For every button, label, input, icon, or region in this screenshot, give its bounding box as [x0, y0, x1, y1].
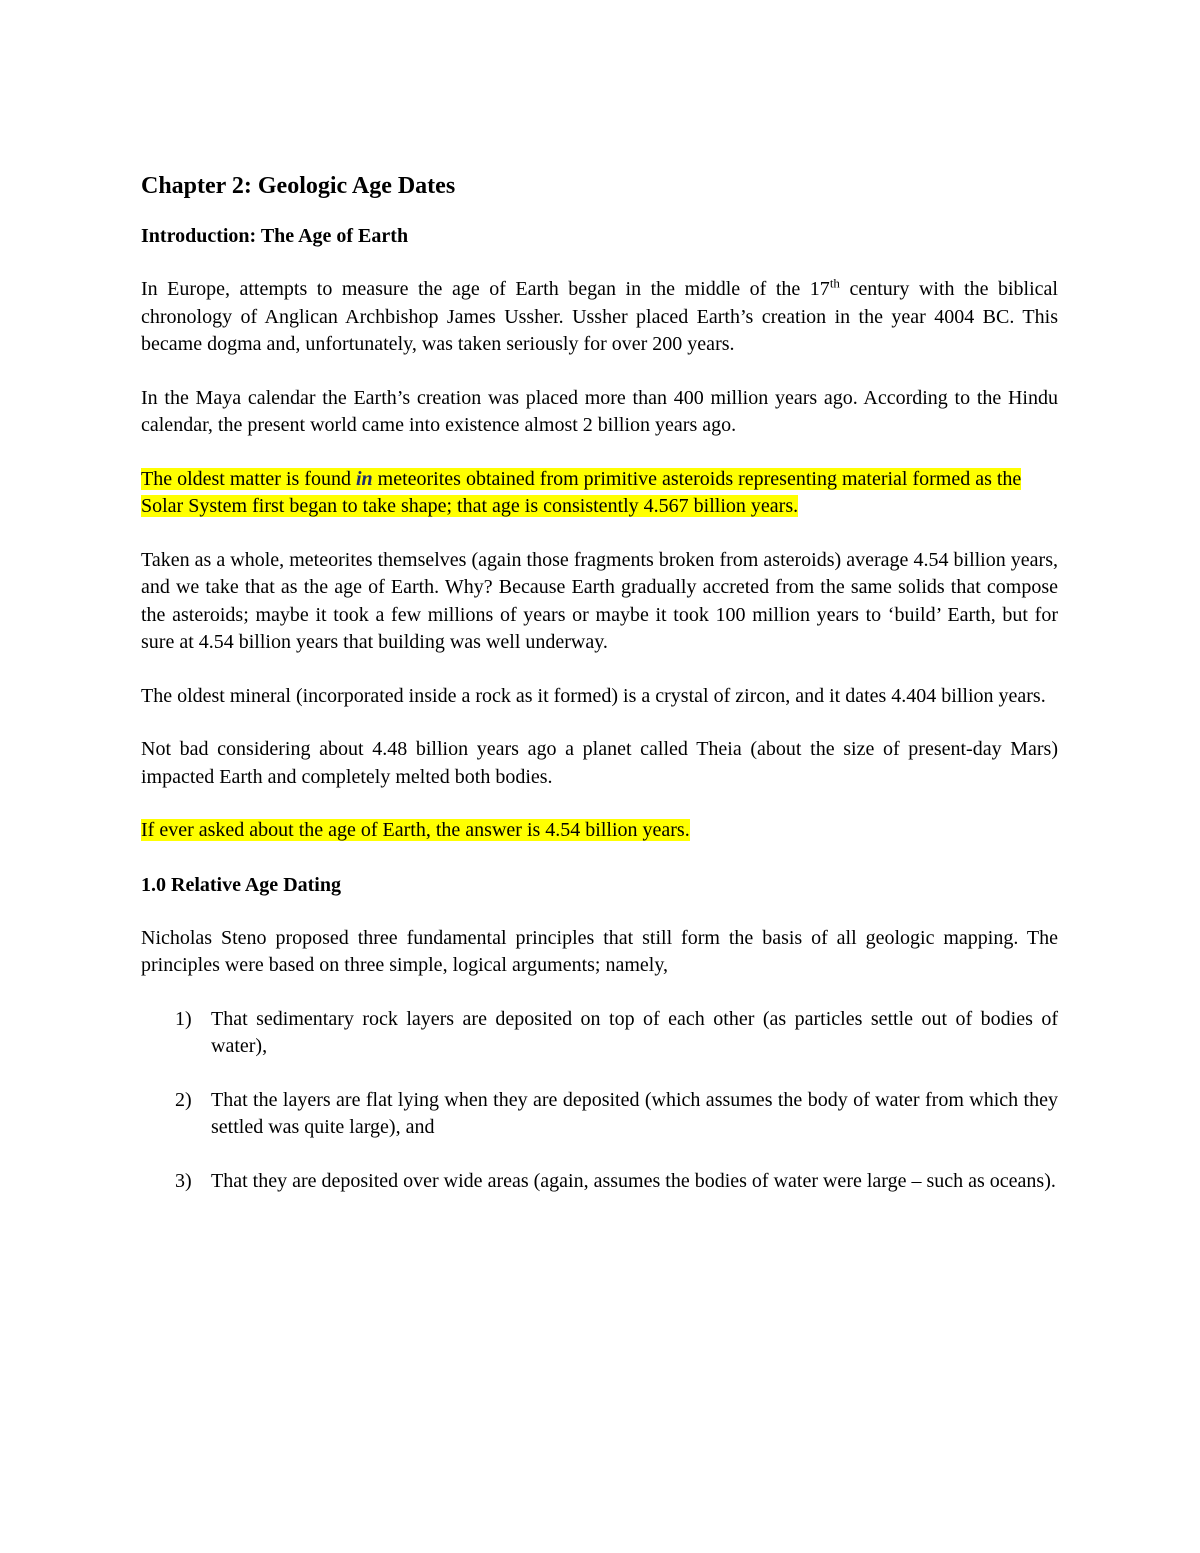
paragraph-oldest-matter [141, 466, 1058, 521]
list-number: 1) [175, 1007, 192, 1030]
oldest-matter-rest: meteorites obtained from primitive asteroids representing material formed as the Solar System first began to take shape; that age is consistently 4.567 billion years. [141, 467, 1022, 517]
steno-principles-list [141, 1006, 1058, 1196]
ordinal-suffix: th [829, 275, 840, 291]
list-text: That the layers are flat lying when they are deposited (which assumes the body of water from which they settled was quite large), and [211, 1088, 1058, 1138]
emphasis-in: in [355, 467, 373, 490]
list-item [141, 1168, 1058, 1196]
intro-heading: Introduction: The Age of Earth [141, 225, 409, 247]
chapter-title: Chapter 2: Geologic Age Dates [141, 173, 456, 199]
list-text: That sedimentary rock layers are deposited on top of each other (as particles settle out of bodies of water), [211, 1007, 1058, 1057]
paragraph-zircon: The oldest mineral (incorporated inside a rock as it formed) is a crystal of zircon, and it dates 4.404 billion years. [141, 684, 1046, 707]
list-item [141, 1087, 1058, 1142]
list-number: 3) [175, 1169, 192, 1192]
oldest-matter-start: The oldest matter is found [141, 467, 356, 490]
section-heading-relative-dating: 1.0 Relative Age Dating [141, 873, 341, 896]
paragraph-ussher [141, 276, 1058, 359]
paragraph-meteorites: Taken as a whole, meteorites themselves (again those fragments broken from asteroids) average 4.54 billion years, and we take that as the age of Earth. Why? Because Earth gradually accreted from the same solids that compose the asteroids; maybe it took a few millions of years or maybe it took 100 million years to ‘build’ Earth, but for sure at 4.54 billion years that building was well underway. [141, 548, 1058, 653]
paragraph-age-answer [141, 817, 1058, 845]
paragraph-theia: Not bad considering about 4.48 billion years ago a planet called Theia (about the size of present-day Mars) impacted Earth and completely melted both bodies. [141, 738, 1058, 788]
paragraph-maya-hindu: In the Maya calendar the Earth’s creation was placed more than 400 million years ago. According to the Hindu calendar, the present world came into existence almost 2 billion years ago. [141, 386, 1058, 436]
highlight-oldest-matter [141, 468, 1021, 518]
paragraph-ussher-rest: century with the biblical chronology of Anglican Archbishop James Ussher. Ussher placed Earth’s creation in the year 4004 BC. This became dogma and, unfortunately, was taken seriously for over 200 years. [141, 278, 1058, 355]
highlight-age-answer: If ever asked about the age of Earth, the answer is 4.54 billion years. [141, 819, 690, 841]
paragraph-steno: Nicholas Steno proposed three fundamental principles that still form the basis of all geologic mapping. The principles were based on three simple, logical arguments; namely, [141, 926, 1058, 976]
list-number: 2) [175, 1088, 192, 1111]
list-text: That they are deposited over wide areas (again, assumes the bodies of water were large – such as oceans). [211, 1169, 1056, 1192]
list-item [141, 1006, 1058, 1061]
paragraph-ussher-start: In Europe, attempts to measure the age of Earth began in the middle of the 17 [141, 278, 830, 300]
